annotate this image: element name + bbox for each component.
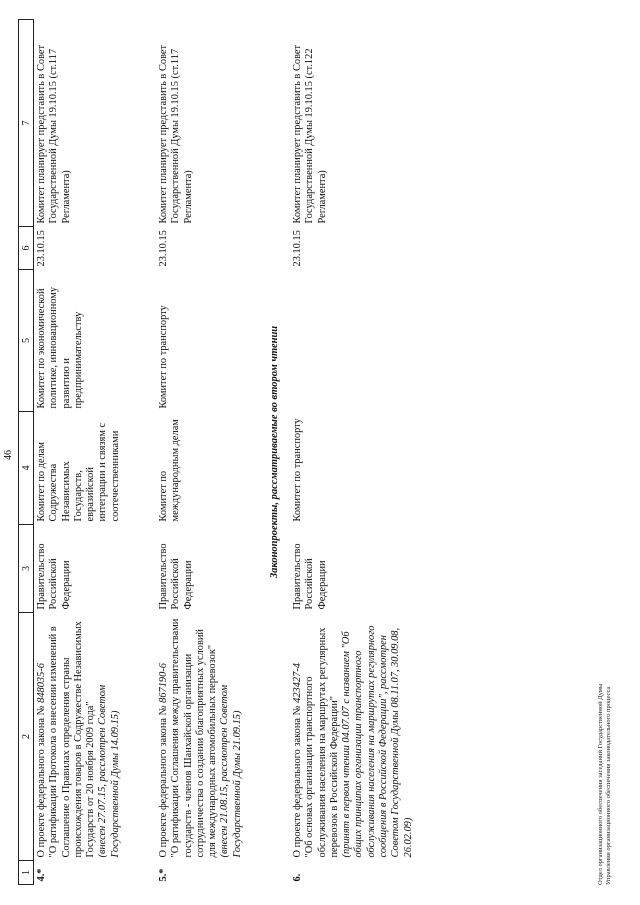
bill-title: О проекте федерального закона № 848035-6	[36, 663, 47, 858]
bill-number-ref: 423427-4	[292, 663, 303, 703]
initiator: Правительство Российской Федерации	[36, 543, 72, 610]
responsible-committee: Комитет по международным делам	[158, 419, 182, 522]
bill-name: "О ратификации Соглашения между правительствами государств - членов Шанхайской организации сотрудничества о создании благоприятных условий для международных автомобильных перевозок"	[170, 618, 219, 858]
table-row	[156, 20, 266, 885]
co-committee: Комитет по экономической политике, инновационному развитию и предпринимательству	[36, 286, 84, 409]
agenda-table	[18, 19, 444, 885]
responsible-committee: Комитет по транспорту	[292, 418, 303, 522]
table-header-row	[19, 20, 34, 885]
col-header-5: 5	[19, 270, 34, 412]
bill-note: (внесен 21.08.15, рассмотрен Советом Государственной Думы 21.09.15)	[219, 684, 243, 858]
section-title: Законопроекты, рассматриваемые во втором чтении	[269, 325, 280, 579]
plan-note: Комитет планирует представить в Совет Государственной Думы 19.10.15 (ст.117 Регламента)	[158, 44, 194, 224]
responsible-committee: Комитет по делам Содружества Независимых Государств, евразийской интеграции и связям с соотечественниками	[36, 422, 121, 522]
bill-name: "Об основах организации транспортного обслуживания населения на маршрутах регулярных перевозок в Российской Федерации"	[304, 627, 340, 858]
bill-note: (внесен 27.07.15, рассмотрен Советом Государственной Думы 14.09.15)	[97, 684, 121, 858]
bill-title: О проекте федерального закона № 867190-6	[158, 663, 169, 858]
date: 23.10.15	[158, 230, 169, 267]
col-header-6: 6	[19, 227, 34, 270]
bill-cell	[290, 613, 444, 861]
co-committee: Комитет по транспорту	[158, 305, 169, 409]
co-committee	[290, 270, 444, 412]
footer-line-2: Управления организационного обеспечения законодательного процесса	[605, 686, 612, 885]
table-row	[34, 20, 157, 885]
col-header-4: 4	[19, 412, 34, 525]
plan-note: Комитет планирует представить в Совет Государственной Думы 19.10.15 (ст.117 Регламента)	[36, 44, 72, 224]
footer-line-1: Отдел организационного обеспечения заседаний Государственной Думы	[597, 683, 604, 885]
section-heading-row	[266, 20, 290, 885]
date: 23.10.15	[292, 230, 303, 267]
bill-name: "О ратификации Протокола о внесении изменений в Соглашение о Правилах определения страны происхождения товаров в Содружестве Независимых Государств от 20 ноября 2009 года"	[48, 621, 97, 858]
bill-note: (принят в первом чтении 04.07.07 с названием "Об общих принципах организации транспортного обслуживания населения на маршрутах регулярного сообщения в Российской Федерации", рассмотрен Советом Государственной Думы 08.11.07, 30.09.08, 26.02.09)	[341, 625, 414, 858]
col-header-7: 7	[19, 20, 34, 227]
bill-cell	[156, 613, 266, 861]
initiator: Правительство Российской Федерации	[292, 543, 328, 610]
bill-number-ref: 848035-6	[36, 663, 47, 703]
col-header-2: 2	[19, 613, 34, 861]
date: 23.10.15	[36, 230, 47, 267]
row-number: 5.*	[158, 868, 169, 882]
bill-title: О проекте федерального закона № 423427-4	[292, 663, 303, 858]
col-header-3: 3	[19, 525, 34, 613]
row-number: 6.	[292, 873, 303, 882]
plan-note: Комитет планирует представить в Совет Государственной Думы 19.10.15 (ст.122 Регламента)	[292, 44, 328, 224]
row-number: 4.*	[36, 868, 47, 882]
page-number: 46	[3, 450, 14, 460]
bill-cell	[34, 613, 157, 861]
table-row	[290, 20, 444, 885]
bill-number-ref: 867190-6	[158, 663, 169, 703]
col-header-1: 1	[19, 861, 34, 885]
initiator: Правительство Российской Федерации	[158, 543, 194, 610]
